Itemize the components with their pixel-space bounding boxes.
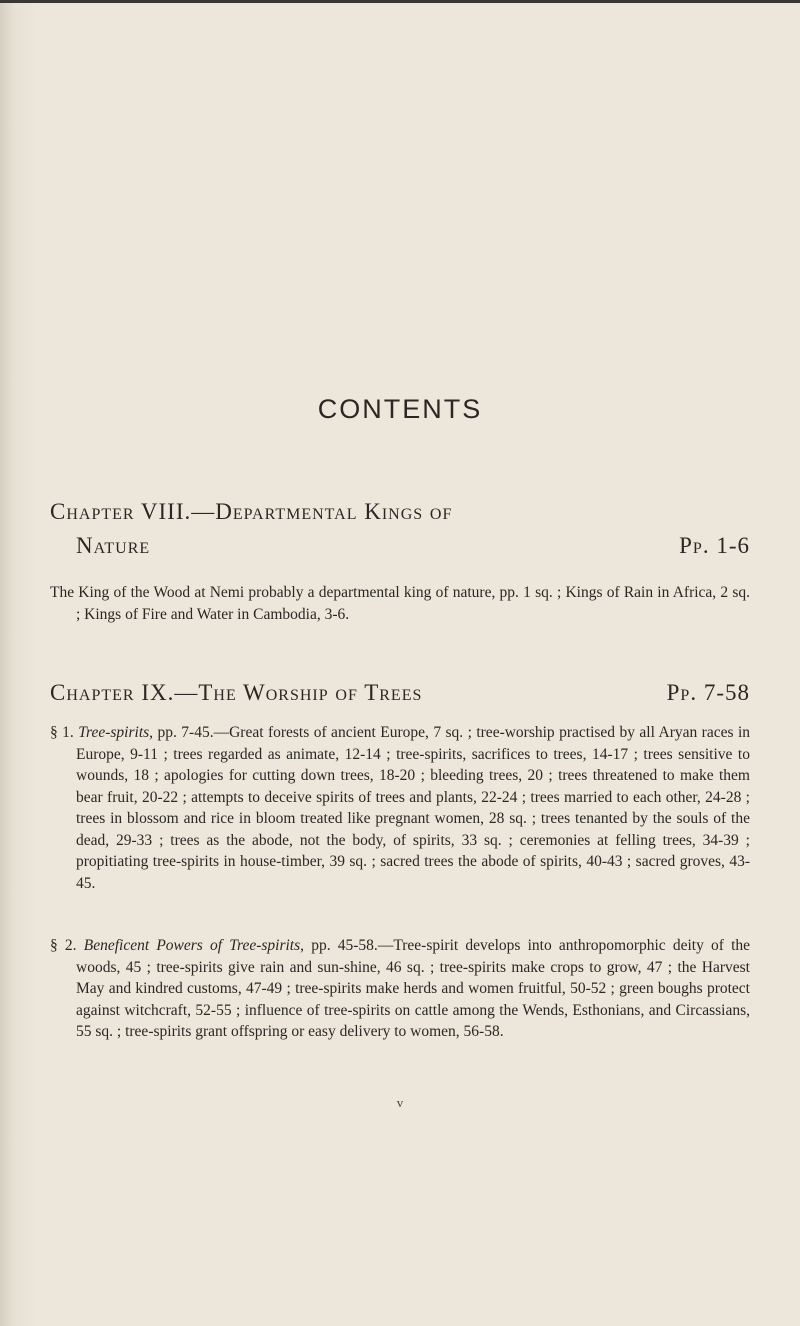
chapter-viii-title: Chapter VIII.—Departmental Kings of <box>50 499 453 524</box>
chapter-viii-summary: The King of the Wood at Nemi probably a departmental king of nature, pp. 1 sq. ; Kings of Rain in Africa, 2 sq. ; Kings of Fire and Water in Cambodia, 3-6. <box>50 584 750 623</box>
section-1-pages: pp. 7-45. <box>157 724 214 741</box>
chapter-viii-pages: Pp. 1-6 <box>679 533 750 558</box>
chapter-ix-title: Chapter IX.—The Worship of Trees <box>50 680 423 705</box>
section-1-summary: § 1. Tree-spirits, pp. 7-45.—Great forests of ancient Europe, 7 sq. ; tree-worship practised by all Aryan races in Europe, 9-11 ; trees regarded as animate, 12-14 ; tree-spirits, sacrifices to trees, 14-17 ; trees sensitive to wounds, 18 ; apologies for cutting down trees, 18-20 ; bleeding trees, 20 ; trees threatened to make them bear fruit, 20-22 ; attempts to deceive spirits of trees and plants, 22-24 ; trees married to each other, 24-28 ; trees in blossom and rice in bloom treated like pregnant women, 28 sq. ; trees tenanted by the souls of the dead, 29-33 ; trees as the abode, not the body, of spirits, 33 sq. ; ceremonies at felling trees, 34-39 ; propitiating tree-spirits in house-timber, 39 sq. ; sacred trees the abode of spirits, 40-43 ; sacred groves, 43-45. <box>50 724 751 892</box>
section-2-summary: § 2. Beneficent Powers of Tree-spirits, pp. 45-58.—Tree-spirit develops into anthropomorphic deity of the woods, 45 ; tree-spirits give rain and sun-shine, 46 sq. ; tree-spirits make crops to grow, 47 ; the Harvest May and kindred customs, 47-49 ; tree-spirits make herds and women fruitful, 50-52 ; green boughs protect against witchcraft, 52-55 ; influence of tree-spirits on cattle among the Wends, Esthonians, and Circassians, 55 sq. ; tree-spirits grant offspring or easy delivery to women, 56-58. <box>50 937 751 1040</box>
chapter-viii-title-continued: Nature <box>76 533 151 558</box>
section-1-number: § 1. <box>50 724 74 741</box>
page-top-edge <box>0 0 800 3</box>
contents-heading: CONTENTS <box>317 394 483 424</box>
section-2-title: Beneficent Powers of Tree-spirits <box>83 937 301 954</box>
chapter-viii-heading <box>50 497 750 561</box>
page-folio: v <box>396 1095 404 1110</box>
section-1-body: —Great forests of ancient Europe, 7 sq. ; tree-worship practised by all Aryan races in Europe, 9-11 ; trees regarded as animate, 12-14 ; tree-spirits, sacrifices to trees, 14-17 ; trees sensitive to wounds, 18 ; apologies for cutting down trees, 18-20 ; bleeding trees, 20 ; trees threatened to make them bear fruit, 20-22 ; attempts to deceive spirits of trees and plants, 22-24 ; trees married to each other, 24-28 ; trees in blossom and rice in bloom treated like pregnant women, 28 sq. ; trees tenanted by the souls of the dead, 29-33 ; trees as the abode, not the body, of spirits, 33 sq. ; ceremonies at felling trees, 34-39 ; propitiating tree-spirits in house-timber, 39 sq. ; sacred trees the abode of spirits, 40-43 ; sacred groves, 43-45. <box>76 724 751 892</box>
chapter-ix-pages: Pp. 7-58 <box>666 680 750 705</box>
section-2-pages: pp. 45-58. <box>311 937 378 954</box>
section-2-body: —Tree-spirit develops into anthropomorphic deity of the woods, 45 ; tree-spirits give rain and sun-shine, 46 sq. ; tree-spirits make crops to grow, 47 ; the Harvest May and kindred customs, 47-49 ; tree-spirits make herds and women fruitful, 50-52 ; green boughs protect against witchcraft, 52-55 ; influence of tree-spirits on cattle among the Wends, Esthonians, and Circassians, 55 sq. ; tree-spirits grant offspring or easy delivery to women, 56-58. <box>76 937 751 1040</box>
section-2-number: § 2. <box>50 937 77 954</box>
chapter-ix-heading <box>50 678 750 708</box>
section-1-title: Tree-spirits <box>78 724 150 741</box>
